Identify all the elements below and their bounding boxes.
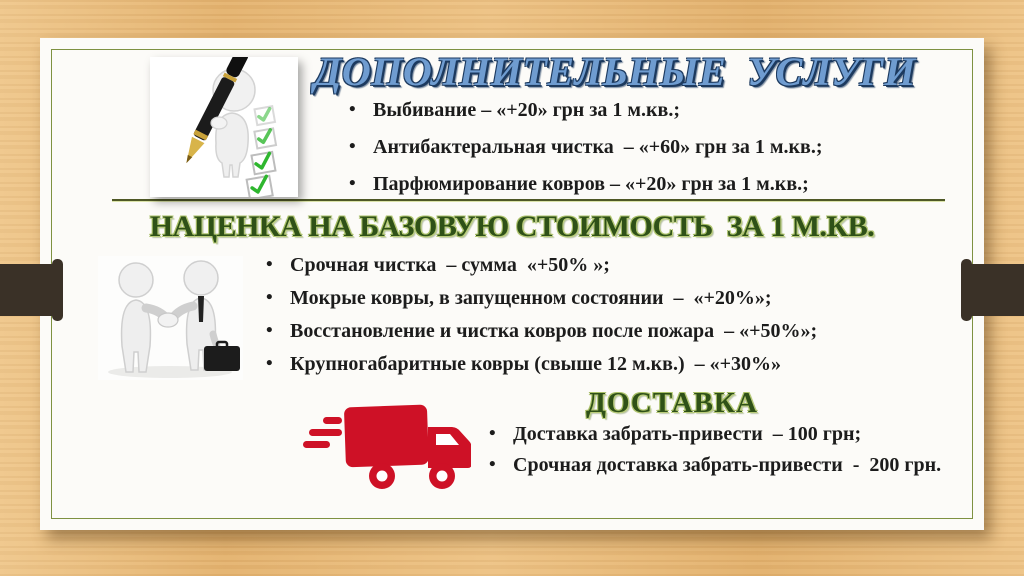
- right-edge-bar-cap: [961, 259, 972, 321]
- delivery-heading: ДОСТАВКА: [586, 387, 758, 419]
- delivery-list: [487, 423, 1013, 485]
- checklist-pen-figure-image: [150, 57, 298, 197]
- right-edge-bar-decoration: [968, 264, 1024, 316]
- handshake-figures-icon: [98, 256, 243, 380]
- surcharge-list: [264, 254, 970, 386]
- page-title: ДОПОЛНИТЕЛЬНЫЕ УСЛУГИ: [314, 49, 916, 94]
- left-edge-bar-decoration: [0, 264, 56, 316]
- list-item: • Мокрые ковры, в запущенном состоянии – «+20%»;: [290, 287, 970, 309]
- list-item: • Крупногабаритные ковры (свыше 12 м.кв.) – «+30%»: [290, 353, 970, 375]
- delivery-truck-icon: [303, 398, 471, 492]
- list-item: • Антибактеральная чистка – «+60» грн за 1 м.кв.;: [373, 136, 933, 158]
- list-item: • Срочная чистка – сумма «+50% »;: [290, 254, 970, 276]
- list-item: • Выбивание – «+20» грн за 1 м.кв.;: [373, 99, 933, 121]
- list-item: • Восстановление и чистка ковров после пожара – «+50%»;: [290, 320, 970, 342]
- surcharge-heading: НАЦЕНКА НА БАЗОВУЮ СТОИМОСТЬ ЗА 1 М.КВ.: [149, 210, 875, 243]
- list-item: • Срочная доставка забрать-привести - 200 грн.: [513, 454, 1013, 476]
- list-item: • Доставка забрать-привести – 100 грн;: [513, 423, 1013, 445]
- additional-services-list: [347, 99, 933, 210]
- left-edge-bar-cap: [52, 259, 63, 321]
- handshake-figures-image: [98, 256, 243, 380]
- truck-icon: [303, 398, 471, 492]
- checklist-pen-figure-icon: [150, 57, 298, 197]
- list-item: • Парфюмирование ковров – «+20» грн за 1 м.кв.;: [373, 173, 933, 195]
- section-divider-line: [112, 199, 945, 201]
